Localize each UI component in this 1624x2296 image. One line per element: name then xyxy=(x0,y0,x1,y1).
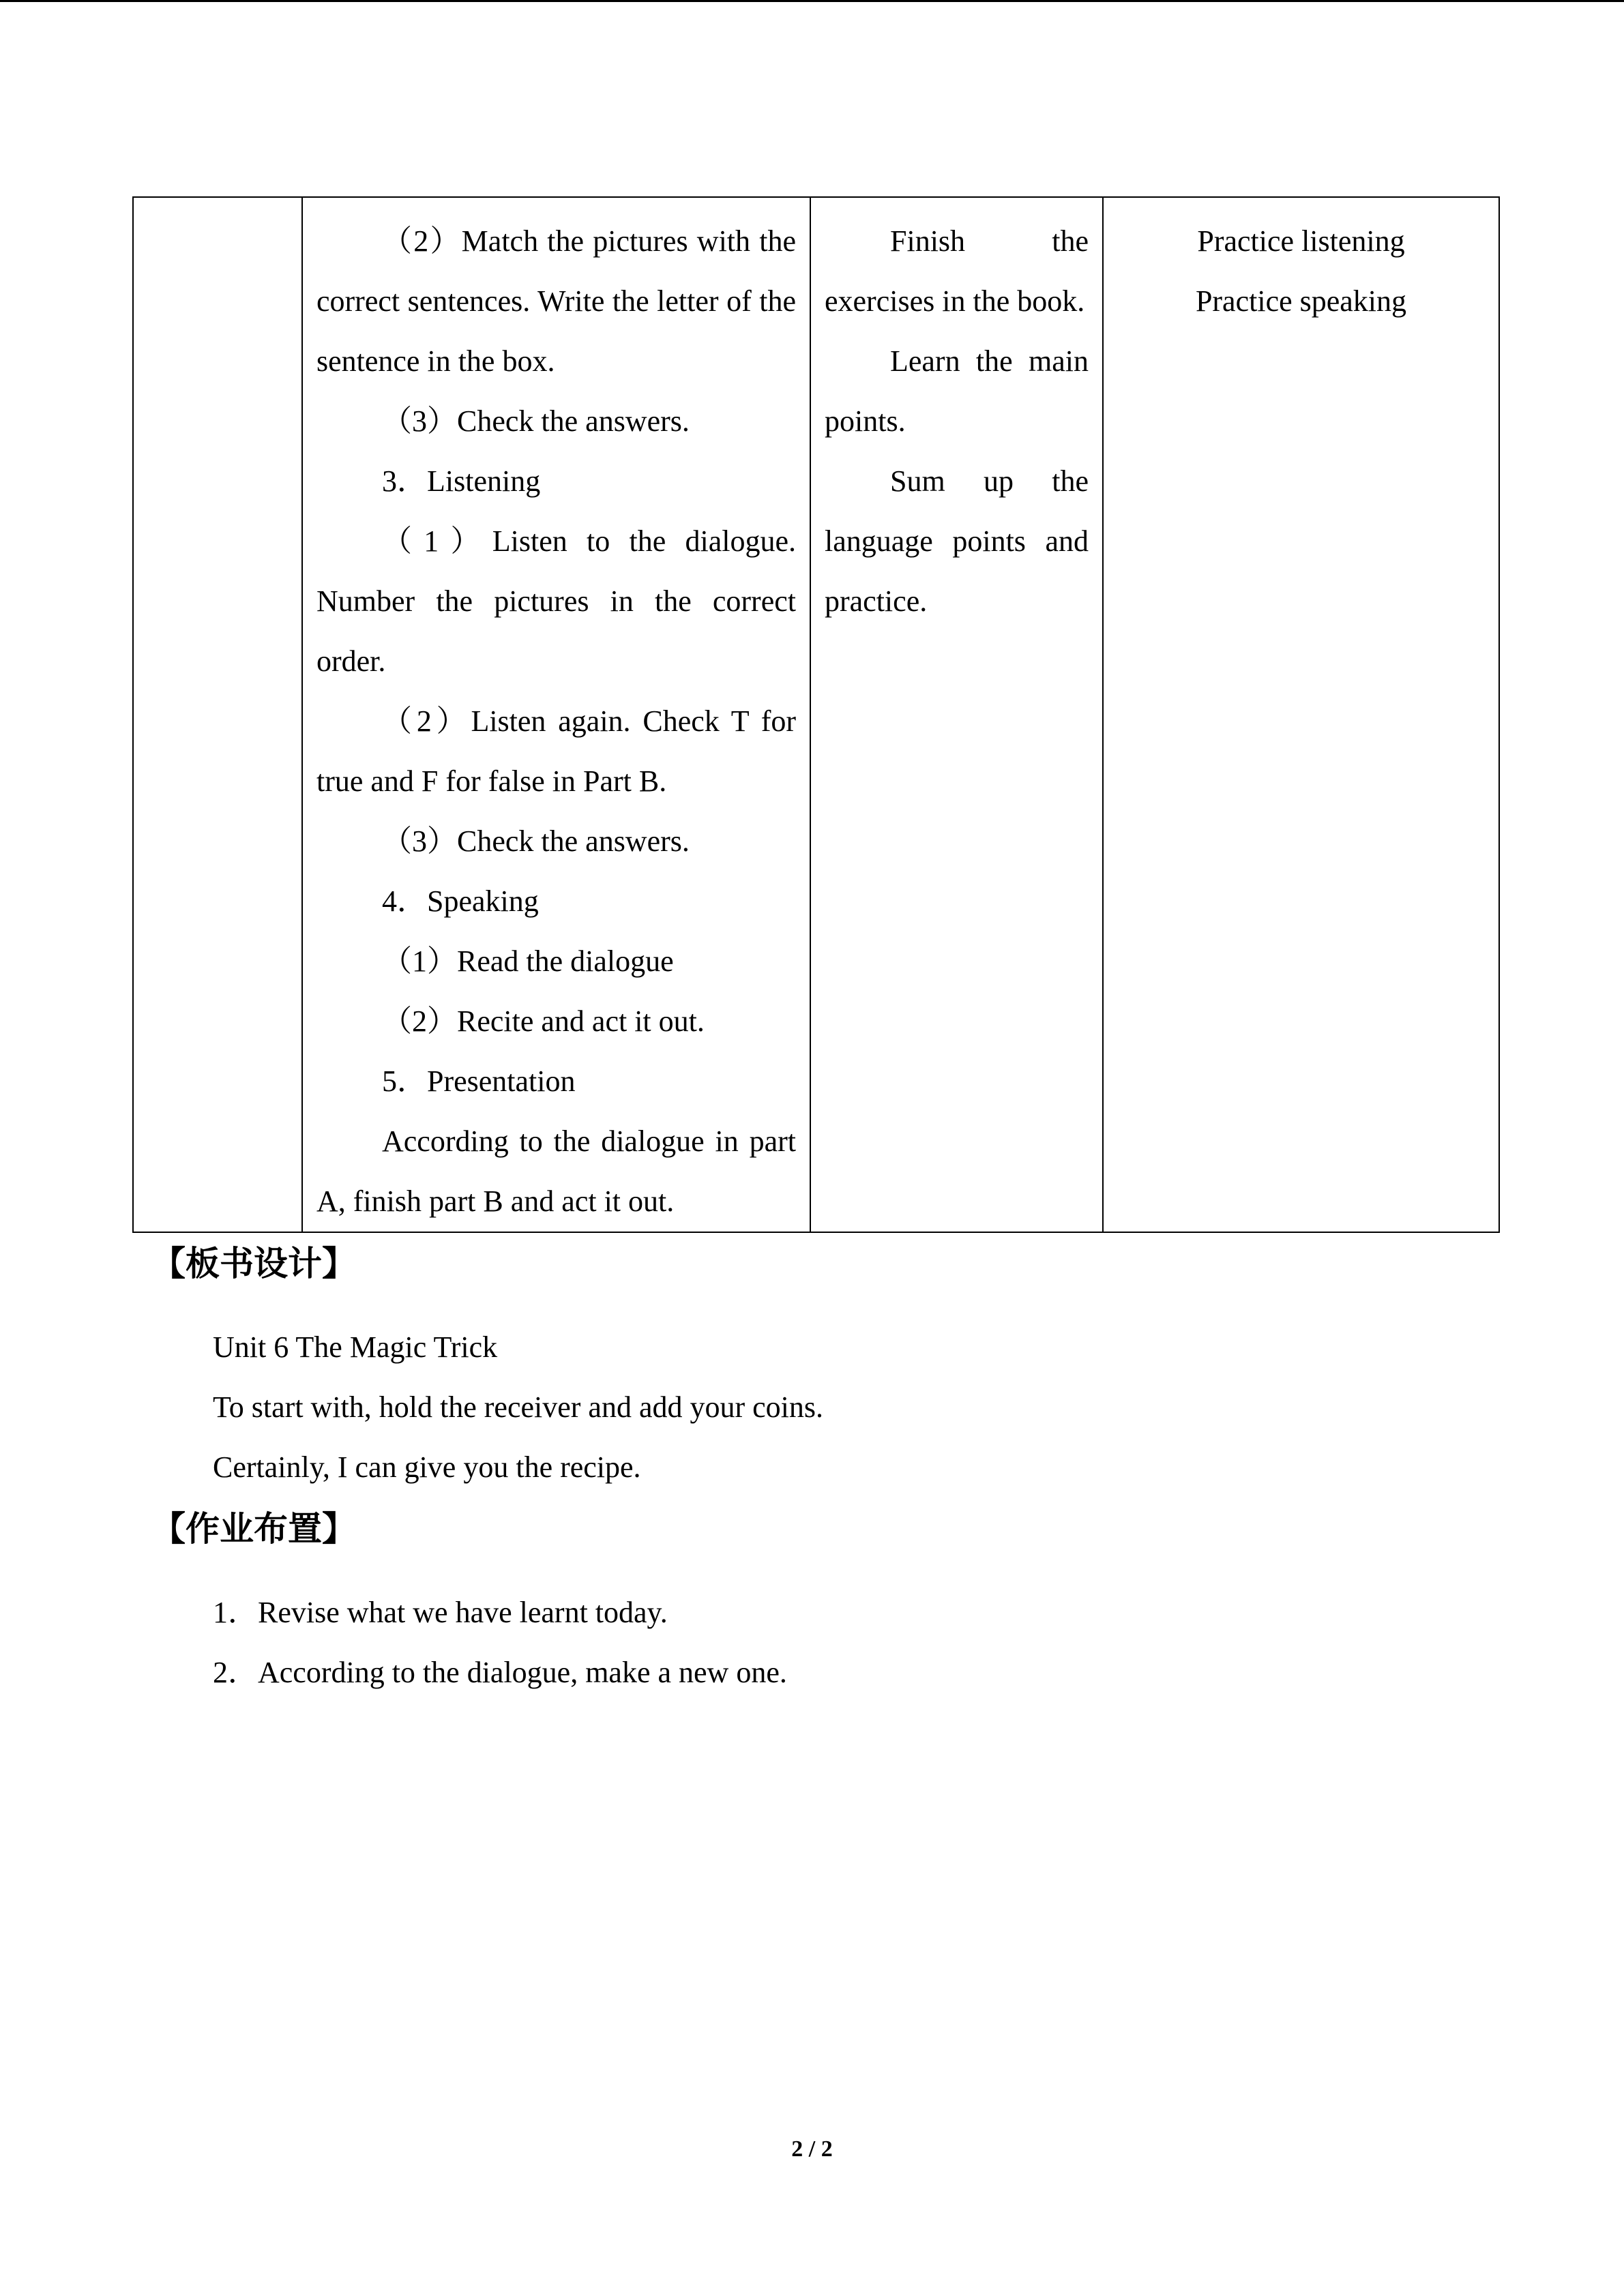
table-cell-design-intent xyxy=(1103,197,1499,1232)
student-learn-points: Learn the main points. xyxy=(825,344,1089,438)
table-cell-student-activities xyxy=(810,197,1103,1232)
step-listen-number: （1）Listen to the dialogue. Number the pictures in the correct order. xyxy=(316,524,796,678)
page-number: 2 / 2 xyxy=(791,2136,833,2162)
intent-practice-listening: Practice listening xyxy=(1197,224,1405,258)
top-border-line xyxy=(0,0,1624,2)
board-design-content xyxy=(213,1317,823,1497)
board-design-heading: 【板书设计】 xyxy=(151,1244,356,1283)
table-cell-stage xyxy=(133,197,302,1232)
step-recite-act: （2）Recite and act it out. xyxy=(382,1004,705,1038)
table-cell-teacher-activities xyxy=(302,197,810,1232)
homework-heading: 【作业布置】 xyxy=(151,1509,356,1549)
intent-practice-speaking: Practice speaking xyxy=(1195,284,1407,318)
step-check-answers-1: （3）Check the answers. xyxy=(382,404,690,438)
step-listening-title: 3．Listening xyxy=(382,464,541,498)
homework-item-1: 1．Revise what we have learnt today. xyxy=(213,1596,668,1629)
step-speaking-title: 4．Speaking xyxy=(382,884,539,918)
step-check-answers-2: （3）Check the answers. xyxy=(382,824,690,858)
board-line-sentence-2: Certainly, I can give you the recipe. xyxy=(213,1450,641,1484)
board-line-sentence-1: To start with, hold the receiver and add your coins. xyxy=(213,1390,823,1424)
table-row xyxy=(133,197,1499,1232)
step-presentation-title: 5．Presentation xyxy=(382,1064,576,1098)
board-line-title: Unit 6 The Magic Trick xyxy=(213,1330,498,1364)
lesson-plan-table xyxy=(132,196,1500,1233)
step-read-dialogue: （1）Read the dialogue xyxy=(382,944,674,978)
student-finish-exercises: Finish the exercises in the book. xyxy=(825,224,1089,318)
step-listen-again: （2）Listen again. Check T for true and F for false in Part B. xyxy=(316,704,796,798)
step-match-pictures: （2）Match the pictures with the correct sentences. Write the letter of the sentence in the box. xyxy=(316,224,796,378)
student-sum-up: Sum up the language points and practice. xyxy=(825,464,1089,618)
homework-item-2: 2．According to the dialogue, make a new one. xyxy=(213,1656,787,1689)
step-presentation-detail: According to the dialogue in part A, finish part B and act it out. xyxy=(316,1124,796,1218)
homework-list xyxy=(213,1583,787,1703)
